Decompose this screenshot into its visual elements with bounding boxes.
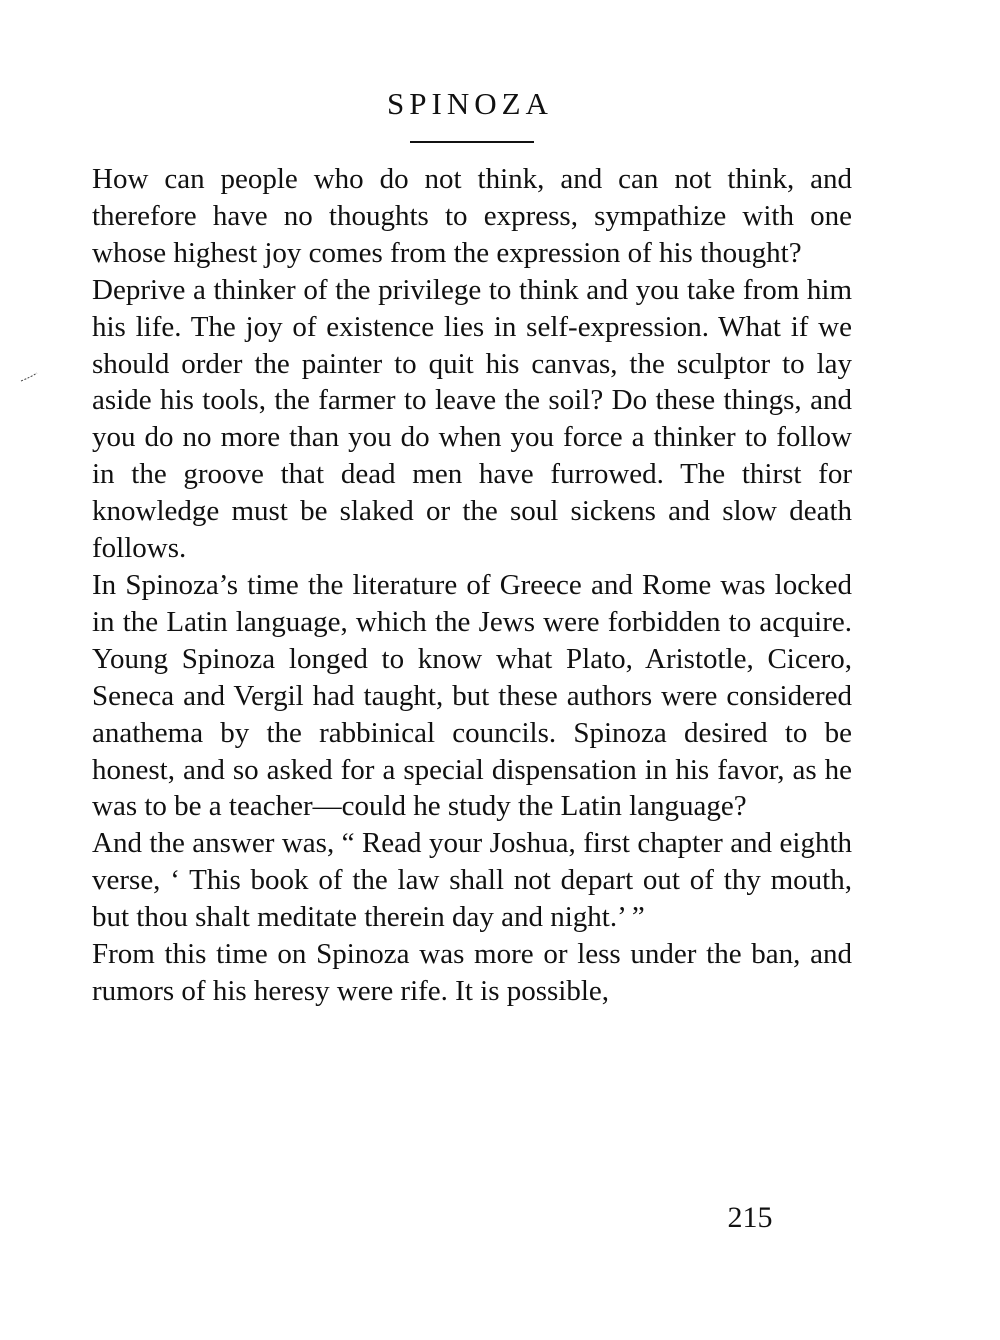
stray-ink-mark (20, 372, 38, 382)
body-text (92, 161, 852, 1010)
page-number: 215 (727, 1201, 773, 1234)
head-rule (410, 141, 534, 143)
running-head: SPINOZA (387, 86, 553, 121)
paragraph-3: In Spinoza’s time the literature of Greece and Rome was locked in the Latin language, which the Jews were forbidden to acquire. Young Spinoza longed to know what Plato, Aristotle, Cicero, Seneca and Vergil had taught, but these authors were considered anathema by the rabbinical councils. Spinoza desired to be honest, and so asked for a special dispensation in his favor, as he was to be a teacher—could he study the Latin language? (92, 568, 852, 823)
paragraph-2: Deprive a thinker of the privilege to think and you take from him his life. The joy of existence lies in self-expression. What if we should order the painter to quit his canvas, the sculptor to lay aside his tools, the farmer to leave the soil? Do these things, and you do no more than you do when you force a thinker to follow in the groove that dead men have furrowed. The thirst for knowledge must be slaked or the soul sickens and slow death follows. (92, 273, 852, 565)
paragraph-4: And the answer was, “ Read your Joshua, first chapter and eighth verse, ‘ This book of the law shall not depart out of thy mouth, but thou shalt meditate therein day and night.’ ” (92, 827, 852, 934)
paragraph-1: How can people who do not think, and can not think, and therefore have no thoughts to express, sympathize with one whose highest joy comes from the expression of his thought? (92, 163, 852, 269)
paragraph-5: From this time on Spinoza was more or less under the ban, and rumors of his heresy were rife. It is possible, (92, 938, 852, 1007)
